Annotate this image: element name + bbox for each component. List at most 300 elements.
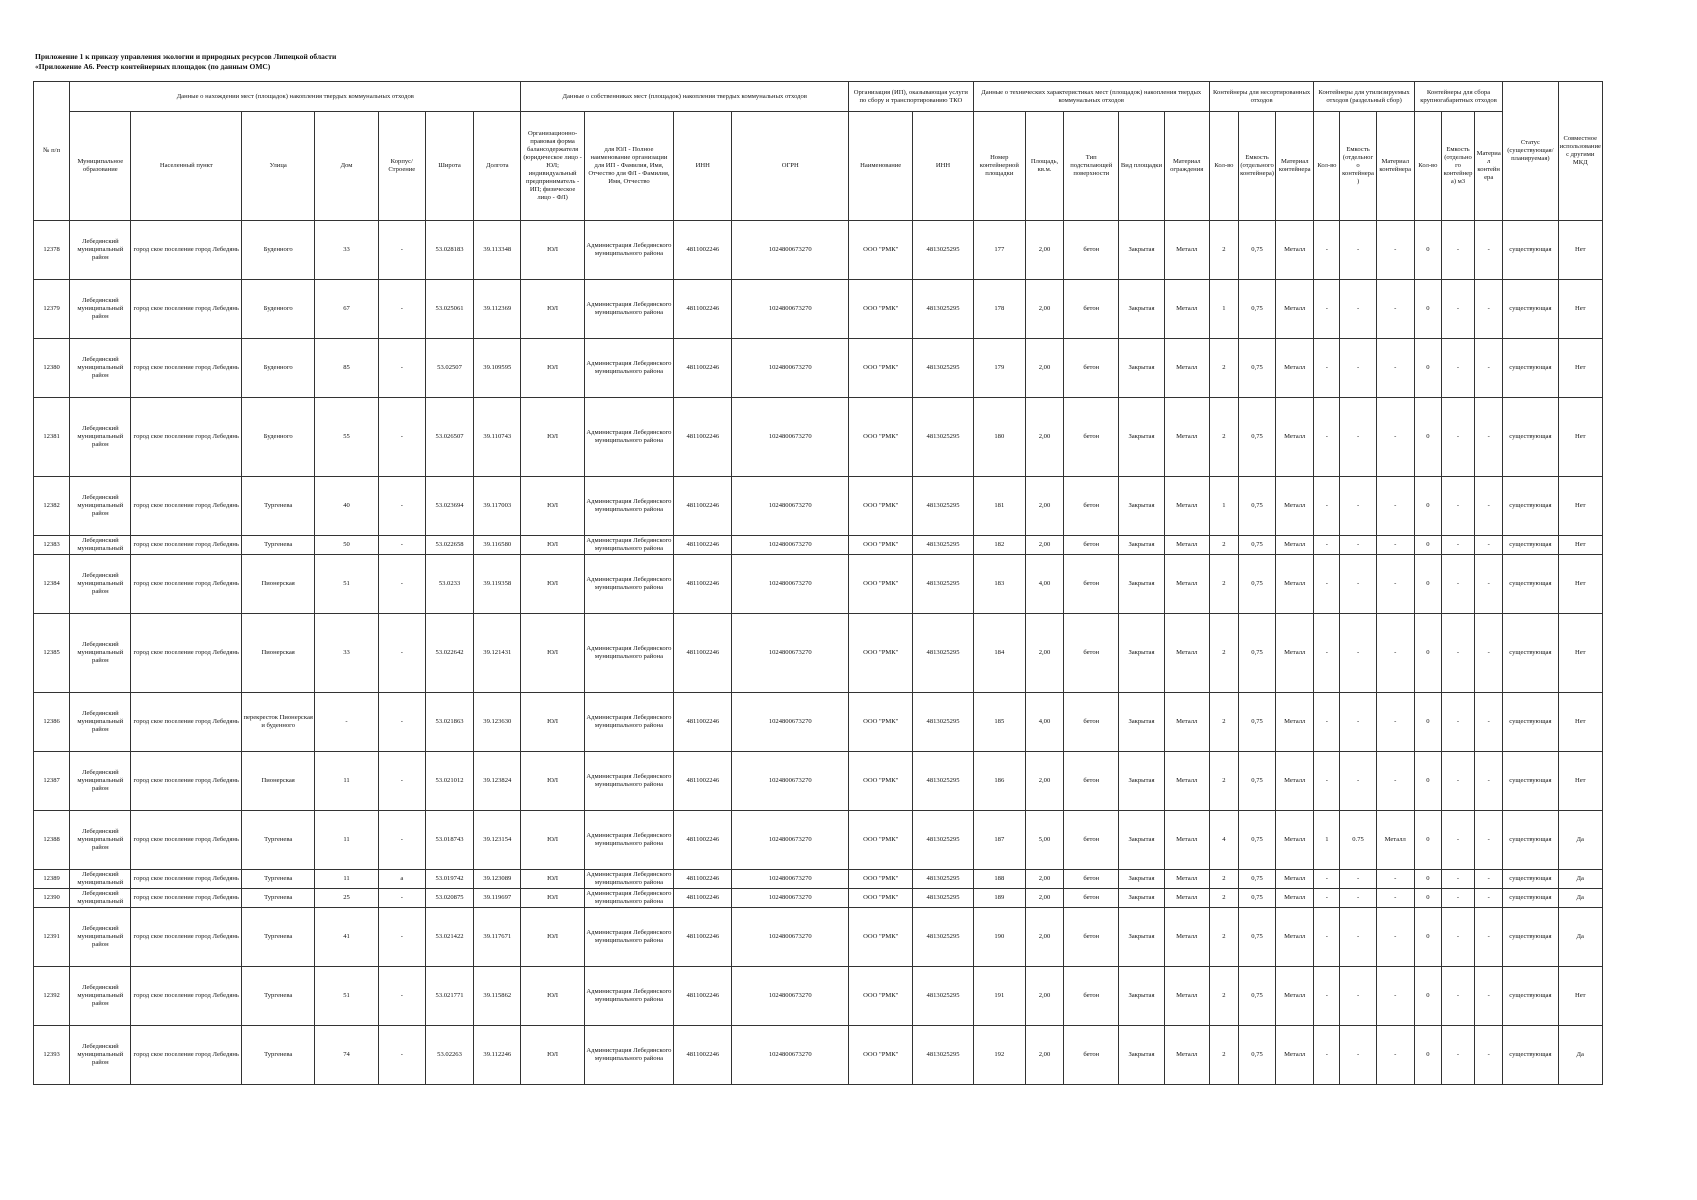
table-row	[34, 398, 1603, 477]
cell-form: ЮЛ	[521, 398, 584, 477]
cell-m3: -	[1475, 614, 1503, 693]
cell-n1: 2	[1209, 967, 1238, 1026]
cell-status: существующая	[1503, 398, 1558, 477]
cell-shared: Нет	[1558, 477, 1602, 536]
cell-org: ООО "РМК"	[849, 614, 913, 693]
cell-status: существующая	[1503, 280, 1558, 339]
cell-v3: -	[1441, 536, 1474, 555]
column-header: Населенный пункт	[131, 112, 242, 221]
cell-org: ООО "РМК"	[849, 339, 913, 398]
cell-m2: -	[1376, 752, 1414, 811]
cell-lon: 39.123154	[474, 811, 521, 870]
cell-street: Тургенева	[242, 477, 315, 536]
cell-lon: 39.109595	[474, 339, 521, 398]
cell-owner: Администрация Лебедянского муниципального района	[584, 614, 673, 693]
cell-area: 2,00	[1025, 339, 1063, 398]
cell-fence: Металл	[1164, 1026, 1209, 1085]
cell-n2: -	[1314, 752, 1340, 811]
cell-v3: -	[1441, 280, 1474, 339]
cell-org: ООО "РМК"	[849, 889, 913, 908]
cell-kind: Закрытая	[1119, 967, 1164, 1026]
cell-n2: -	[1314, 1026, 1340, 1085]
cell-area: 2,00	[1025, 280, 1063, 339]
cell-shared: Нет	[1558, 967, 1602, 1026]
cell-m3: -	[1475, 967, 1503, 1026]
cell-form: ЮЛ	[521, 1026, 584, 1085]
cell-n3: 0	[1414, 870, 1441, 889]
cell-m1: Металл	[1276, 889, 1314, 908]
cell-kind: Закрытая	[1119, 280, 1164, 339]
cell-v1: 0,75	[1238, 752, 1275, 811]
cell-kind: Закрытая	[1119, 811, 1164, 870]
cell-form: ЮЛ	[521, 870, 584, 889]
cell-shared: Нет	[1558, 693, 1602, 752]
cell-m1: Металл	[1276, 693, 1314, 752]
cell-m2: -	[1376, 221, 1414, 280]
cell-org-inn: 4813025295	[913, 555, 973, 614]
cell-m1: Металл	[1276, 555, 1314, 614]
cell-v1: 0,75	[1238, 614, 1275, 693]
cell-form: ЮЛ	[521, 693, 584, 752]
cell-org-inn: 4813025295	[913, 536, 973, 555]
cell-mo: Лебедянский муниципальный	[70, 870, 131, 889]
cell-v1: 0,75	[1238, 398, 1275, 477]
cell-area: 2,00	[1025, 477, 1063, 536]
cell-area: 2,00	[1025, 889, 1063, 908]
table-row	[34, 967, 1603, 1026]
cell-lat: 53.026507	[425, 398, 473, 477]
cell-owner: Администрация Лебедянского муниципального района	[584, 221, 673, 280]
cell-n3: 0	[1414, 889, 1441, 908]
cell-n3: 0	[1414, 1026, 1441, 1085]
cell-m1: Металл	[1276, 221, 1314, 280]
cell-shared: Нет	[1558, 339, 1602, 398]
cell-n1: 2	[1209, 398, 1238, 477]
cell-n3: 0	[1414, 967, 1441, 1026]
cell-num: 12378	[34, 221, 70, 280]
cell-shared: Да	[1558, 811, 1602, 870]
cell-fence: Металл	[1164, 811, 1209, 870]
cell-status: существующая	[1503, 889, 1558, 908]
cell-street: Тургенева	[242, 908, 315, 967]
header-line-1: Приложение 1 к приказу управления экологии и природных ресурсов Липецкой области	[35, 52, 337, 61]
cell-np: город ское поселение город Лебедянь	[131, 614, 242, 693]
cell-n2: -	[1314, 555, 1340, 614]
cell-site-no: 187	[973, 811, 1025, 870]
cell-house: 11	[315, 811, 378, 870]
cell-korp: -	[378, 398, 425, 477]
cell-form: ЮЛ	[521, 280, 584, 339]
cell-street: перекресток Пионерская и буденного	[242, 693, 315, 752]
cell-street: Тургенева	[242, 811, 315, 870]
cell-surface: бетон	[1064, 1026, 1119, 1085]
cell-ogrn: 1024800673270	[732, 280, 849, 339]
cell-org-inn: 4813025295	[913, 221, 973, 280]
cell-np: город ское поселение город Лебедянь	[131, 477, 242, 536]
cell-n2: -	[1314, 693, 1340, 752]
column-header: Материал контейнера	[1376, 112, 1414, 221]
header-group-row	[34, 82, 1603, 112]
cell-v2: -	[1340, 339, 1376, 398]
cell-num: 12386	[34, 693, 70, 752]
cell-m2: -	[1376, 889, 1414, 908]
cell-korp: -	[378, 614, 425, 693]
cell-ogrn: 1024800673270	[732, 693, 849, 752]
cell-lat: 53.022658	[425, 536, 473, 555]
cell-n3: 0	[1414, 614, 1441, 693]
cell-status: существующая	[1503, 752, 1558, 811]
cell-form: ЮЛ	[521, 339, 584, 398]
cell-site-no: 180	[973, 398, 1025, 477]
cell-street: Буденного	[242, 398, 315, 477]
cell-org: ООО "РМК"	[849, 870, 913, 889]
cell-num: 12383	[34, 536, 70, 555]
cell-site-no: 178	[973, 280, 1025, 339]
cell-status: существующая	[1503, 477, 1558, 536]
col-status-header: Статус (существующая/планируемая)	[1503, 82, 1558, 221]
cell-inn: 4811002246	[674, 693, 732, 752]
cell-m1: Металл	[1276, 811, 1314, 870]
cell-kind: Закрытая	[1119, 398, 1164, 477]
column-header: Долгота	[474, 112, 521, 221]
cell-org: ООО "РМК"	[849, 908, 913, 967]
table-row	[34, 811, 1603, 870]
cell-owner: Администрация Лебедянского муниципального района	[584, 536, 673, 555]
cell-np: город ское поселение город Лебедянь	[131, 280, 242, 339]
column-header: Емкость (отдельного контейнера)	[1238, 112, 1275, 221]
cell-org: ООО "РМК"	[849, 555, 913, 614]
cell-v2: -	[1340, 536, 1376, 555]
cell-v3: -	[1441, 221, 1474, 280]
cell-owner: Администрация Лебедянского муниципального района	[584, 870, 673, 889]
cell-mo: Лебедянский муниципальный	[70, 889, 131, 908]
cell-v1: 0,75	[1238, 811, 1275, 870]
cell-m2: -	[1376, 693, 1414, 752]
table-row	[34, 1026, 1603, 1085]
cell-m1: Металл	[1276, 967, 1314, 1026]
cell-mo: Лебедянский муниципальный район	[70, 339, 131, 398]
cell-n1: 2	[1209, 870, 1238, 889]
column-header: Емкость (отдельного контейнера) м3	[1441, 112, 1474, 221]
cell-np: город ское поселение город Лебедянь	[131, 555, 242, 614]
cell-org: ООО "РМК"	[849, 536, 913, 555]
column-header: Муниципальное образование	[70, 112, 131, 221]
cell-kind: Закрытая	[1119, 889, 1164, 908]
cell-lat: 53.023694	[425, 477, 473, 536]
cell-lon: 39.116580	[474, 536, 521, 555]
cell-area: 2,00	[1025, 221, 1063, 280]
cell-n3: 0	[1414, 811, 1441, 870]
cell-street: Тургенева	[242, 889, 315, 908]
cell-v2: -	[1340, 614, 1376, 693]
cell-house: 85	[315, 339, 378, 398]
column-header: Номер контейнерной площадки	[973, 112, 1025, 221]
col-number-header: № п/п	[34, 82, 70, 221]
cell-v3: -	[1441, 811, 1474, 870]
cell-korp: а	[378, 870, 425, 889]
cell-n3: 0	[1414, 536, 1441, 555]
cell-form: ЮЛ	[521, 967, 584, 1026]
cell-np: город ское поселение город Лебедянь	[131, 908, 242, 967]
cell-v1: 0,75	[1238, 693, 1275, 752]
cell-site-no: 192	[973, 1026, 1025, 1085]
cell-lon: 39.112246	[474, 1026, 521, 1085]
cell-mo: Лебедянский муниципальный район	[70, 221, 131, 280]
cell-street: Пионерская	[242, 614, 315, 693]
table-row	[34, 477, 1603, 536]
cell-m3: -	[1475, 477, 1503, 536]
cell-kind: Закрытая	[1119, 752, 1164, 811]
cell-num: 12384	[34, 555, 70, 614]
cell-surface: бетон	[1064, 908, 1119, 967]
cell-np: город ское поселение город Лебедянь	[131, 967, 242, 1026]
cell-org-inn: 4813025295	[913, 398, 973, 477]
cell-street: Буденного	[242, 339, 315, 398]
cell-n1: 1	[1209, 280, 1238, 339]
cell-v2: 0.75	[1340, 811, 1376, 870]
cell-korp: -	[378, 811, 425, 870]
cell-np: город ское поселение город Лебедянь	[131, 693, 242, 752]
cell-korp: -	[378, 693, 425, 752]
cell-m1: Металл	[1276, 752, 1314, 811]
cell-area: 2,00	[1025, 870, 1063, 889]
cell-num: 12385	[34, 614, 70, 693]
cell-v1: 0,75	[1238, 555, 1275, 614]
cell-org-inn: 4813025295	[913, 908, 973, 967]
table-body	[34, 221, 1603, 1085]
cell-org-inn: 4813025295	[913, 280, 973, 339]
cell-n1: 2	[1209, 221, 1238, 280]
cell-lat: 53.019742	[425, 870, 473, 889]
cell-surface: бетон	[1064, 752, 1119, 811]
cell-inn: 4811002246	[674, 967, 732, 1026]
cell-m3: -	[1475, 889, 1503, 908]
cell-m1: Металл	[1276, 870, 1314, 889]
cell-korp: -	[378, 1026, 425, 1085]
cell-ogrn: 1024800673270	[732, 1026, 849, 1085]
cell-org: ООО "РМК"	[849, 221, 913, 280]
cell-street: Тургенева	[242, 870, 315, 889]
cell-mo: Лебедянский муниципальный район	[70, 614, 131, 693]
cell-surface: бетон	[1064, 967, 1119, 1026]
cell-v2: -	[1340, 555, 1376, 614]
cell-inn: 4811002246	[674, 339, 732, 398]
cell-surface: бетон	[1064, 339, 1119, 398]
cell-v2: -	[1340, 1026, 1376, 1085]
cell-m2: -	[1376, 614, 1414, 693]
cell-kind: Закрытая	[1119, 870, 1164, 889]
cell-org-inn: 4813025295	[913, 477, 973, 536]
cell-korp: -	[378, 752, 425, 811]
cell-np: город ское поселение город Лебедянь	[131, 398, 242, 477]
cell-area: 5,00	[1025, 811, 1063, 870]
cell-org: ООО "РМК"	[849, 280, 913, 339]
cell-house: 25	[315, 889, 378, 908]
cell-korp: -	[378, 889, 425, 908]
cell-m2: -	[1376, 536, 1414, 555]
cell-form: ЮЛ	[521, 536, 584, 555]
cell-mo: Лебедянский муниципальный	[70, 536, 131, 555]
cell-site-no: 190	[973, 908, 1025, 967]
cell-n2: -	[1314, 280, 1340, 339]
cell-v3: -	[1441, 870, 1474, 889]
cell-org: ООО "РМК"	[849, 693, 913, 752]
cell-shared: Да	[1558, 870, 1602, 889]
cell-org-inn: 4813025295	[913, 967, 973, 1026]
cell-house: 74	[315, 1026, 378, 1085]
cell-n3: 0	[1414, 477, 1441, 536]
cell-owner: Администрация Лебедянского муниципального района	[584, 555, 673, 614]
cell-house: 67	[315, 280, 378, 339]
cell-status: существующая	[1503, 693, 1558, 752]
cell-v3: -	[1441, 967, 1474, 1026]
cell-m2: -	[1376, 555, 1414, 614]
cell-v1: 0,75	[1238, 889, 1275, 908]
column-header: Материал ограждения	[1164, 112, 1209, 221]
cell-n1: 4	[1209, 811, 1238, 870]
cell-surface: бетон	[1064, 614, 1119, 693]
cell-ogrn: 1024800673270	[732, 811, 849, 870]
cell-lon: 39.123630	[474, 693, 521, 752]
cell-v1: 0,75	[1238, 477, 1275, 536]
cell-house: 33	[315, 614, 378, 693]
cell-fence: Металл	[1164, 477, 1209, 536]
cell-lat: 53.02263	[425, 1026, 473, 1085]
cell-np: город ское поселение город Лебедянь	[131, 339, 242, 398]
cell-lat: 53.021863	[425, 693, 473, 752]
cell-n2: -	[1314, 870, 1340, 889]
cell-korp: -	[378, 221, 425, 280]
cell-np: город ское поселение город Лебедянь	[131, 536, 242, 555]
cell-lat: 53.018743	[425, 811, 473, 870]
group-bulky-header: Контейнеры для сбора крупногабаритных отходов	[1414, 82, 1502, 112]
cell-v1: 0,75	[1238, 1026, 1275, 1085]
cell-inn: 4811002246	[674, 221, 732, 280]
column-header: Наименование	[849, 112, 913, 221]
cell-site-no: 181	[973, 477, 1025, 536]
cell-street: Буденного	[242, 221, 315, 280]
cell-fence: Металл	[1164, 221, 1209, 280]
cell-np: город ское поселение город Лебедянь	[131, 752, 242, 811]
cell-inn: 4811002246	[674, 536, 732, 555]
cell-house: 51	[315, 967, 378, 1026]
cell-m1: Металл	[1276, 1026, 1314, 1085]
cell-ogrn: 1024800673270	[732, 908, 849, 967]
cell-form: ЮЛ	[521, 811, 584, 870]
cell-site-no: 177	[973, 221, 1025, 280]
cell-owner: Администрация Лебедянского муниципального района	[584, 477, 673, 536]
cell-shared: Нет	[1558, 280, 1602, 339]
cell-status: существующая	[1503, 1026, 1558, 1085]
cell-inn: 4811002246	[674, 477, 732, 536]
cell-house: 41	[315, 908, 378, 967]
cell-n2: -	[1314, 889, 1340, 908]
cell-lon: 39.113348	[474, 221, 521, 280]
group-location-header: Данные о нахождении мест (площадок) накопления твердых коммунальных отходов	[70, 82, 521, 112]
cell-status: существующая	[1503, 811, 1558, 870]
cell-ogrn: 1024800673270	[732, 870, 849, 889]
table-row	[34, 908, 1603, 967]
table-row	[34, 339, 1603, 398]
cell-fence: Металл	[1164, 339, 1209, 398]
cell-mo: Лебедянский муниципальный район	[70, 555, 131, 614]
cell-owner: Администрация Лебедянского муниципального района	[584, 752, 673, 811]
cell-m3: -	[1475, 870, 1503, 889]
cell-lon: 39.123824	[474, 752, 521, 811]
cell-org-inn: 4813025295	[913, 811, 973, 870]
cell-num: 12381	[34, 398, 70, 477]
cell-owner: Администрация Лебедянского муниципального района	[584, 1026, 673, 1085]
table-row	[34, 870, 1603, 889]
cell-korp: -	[378, 280, 425, 339]
column-header: Широта	[425, 112, 473, 221]
cell-lat: 53.025061	[425, 280, 473, 339]
cell-area: 2,00	[1025, 967, 1063, 1026]
table-row	[34, 614, 1603, 693]
table-row	[34, 536, 1603, 555]
cell-mo: Лебедянский муниципальный район	[70, 693, 131, 752]
cell-korp: -	[378, 967, 425, 1026]
cell-fence: Металл	[1164, 398, 1209, 477]
cell-korp: -	[378, 536, 425, 555]
cell-lon: 39.112369	[474, 280, 521, 339]
cell-org: ООО "РМК"	[849, 967, 913, 1026]
cell-street: Буденного	[242, 280, 315, 339]
cell-m1: Металл	[1276, 536, 1314, 555]
cell-inn: 4811002246	[674, 811, 732, 870]
cell-v2: -	[1340, 693, 1376, 752]
cell-v3: -	[1441, 693, 1474, 752]
cell-korp: -	[378, 908, 425, 967]
cell-n1: 2	[1209, 752, 1238, 811]
cell-mo: Лебедянский муниципальный район	[70, 811, 131, 870]
cell-m3: -	[1475, 555, 1503, 614]
cell-kind: Закрытая	[1119, 555, 1164, 614]
cell-kind: Закрытая	[1119, 693, 1164, 752]
cell-area: 2,00	[1025, 752, 1063, 811]
cell-org-inn: 4813025295	[913, 693, 973, 752]
cell-fence: Металл	[1164, 536, 1209, 555]
cell-site-no: 184	[973, 614, 1025, 693]
cell-n1: 2	[1209, 555, 1238, 614]
cell-korp: -	[378, 477, 425, 536]
column-header: Кол-во	[1314, 112, 1340, 221]
cell-house: 51	[315, 555, 378, 614]
cell-ogrn: 1024800673270	[732, 477, 849, 536]
cell-n3: 0	[1414, 693, 1441, 752]
column-header: для ЮЛ - Полное наименование организации для ИП - Фамилия, Имя, Отчество для ФЛ - Фамилия, Имя, Отчество	[584, 112, 673, 221]
cell-ogrn: 1024800673270	[732, 889, 849, 908]
cell-status: существующая	[1503, 614, 1558, 693]
group-unsorted-header: Контейнеры для несортированных отходов	[1209, 82, 1314, 112]
cell-ogrn: 1024800673270	[732, 339, 849, 398]
cell-form: ЮЛ	[521, 221, 584, 280]
cell-fence: Металл	[1164, 752, 1209, 811]
cell-n2: -	[1314, 614, 1340, 693]
cell-fence: Металл	[1164, 908, 1209, 967]
cell-m3: -	[1475, 811, 1503, 870]
cell-form: ЮЛ	[521, 752, 584, 811]
cell-korp: -	[378, 339, 425, 398]
group-recycle-header: Контейнеры для утилизируемых отходов (раздельный сбор)	[1314, 82, 1414, 112]
column-header: Емкость (отдельного контейнера)	[1340, 112, 1376, 221]
cell-owner: Администрация Лебедянского муниципального района	[584, 693, 673, 752]
cell-house: 50	[315, 536, 378, 555]
cell-org: ООО "РМК"	[849, 752, 913, 811]
column-header: Корпус/Строение	[378, 112, 425, 221]
cell-mo: Лебедянский муниципальный район	[70, 752, 131, 811]
group-tech-header: Данные о технических характеристиках мест (площадок) накопления твердых коммунальных отходов	[973, 82, 1209, 112]
